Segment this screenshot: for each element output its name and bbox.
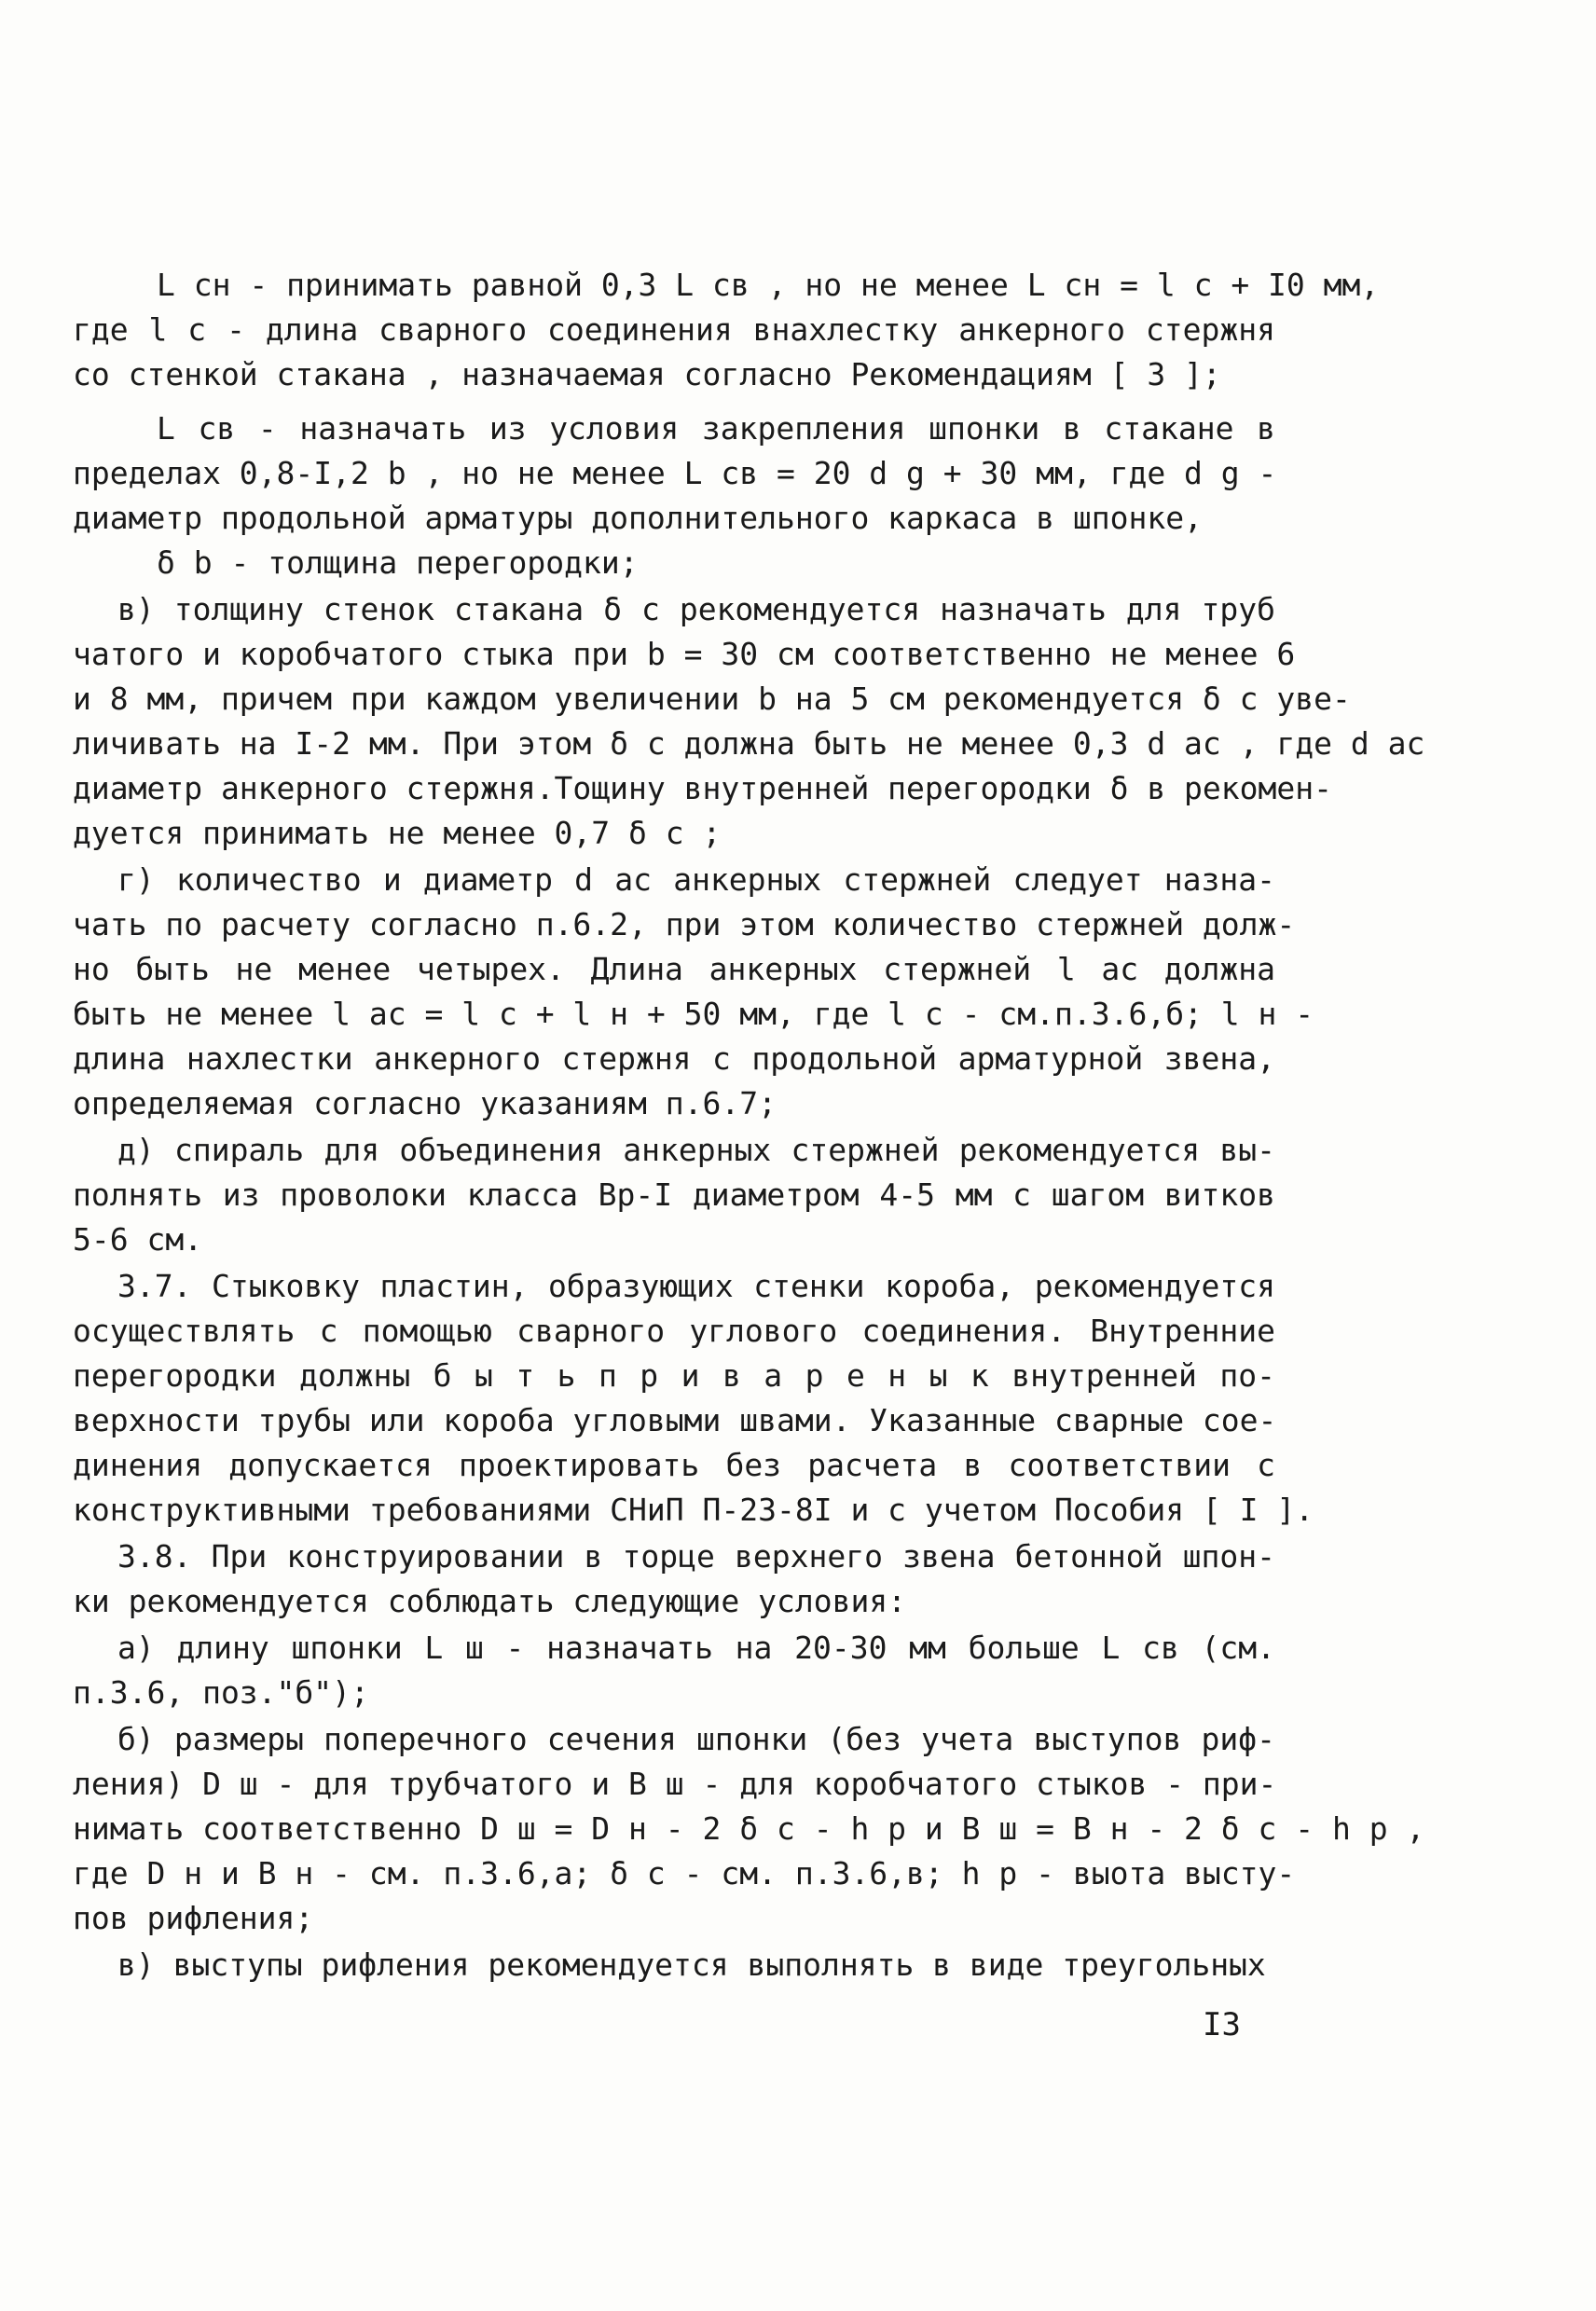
text-line: пов рифления; bbox=[73, 1900, 314, 1936]
text-line: динения допускается проектировать без расчета в соответствии с bbox=[73, 1447, 1275, 1483]
text-line: верхности трубы или короба угловыми швами. Указанные сварные сое- bbox=[73, 1402, 1277, 1438]
text-line: но быть не менее четырех. Длина анкерных стержней l ас должна bbox=[73, 951, 1275, 987]
text-line: 3.7. Стыковку пластин, образующих стенки короба, рекомендуется bbox=[117, 1268, 1275, 1304]
text-line: в) толщину стенок стакана δ с рекомендуется назначать для труб bbox=[117, 591, 1275, 627]
text-line: 5-6 см. bbox=[73, 1221, 203, 1258]
text-line: в) выступы рифления рекомендуется выполнять в виде треугольных bbox=[117, 1946, 1266, 1983]
text-line: дуется принимать не менее 0,7 δ с ; bbox=[73, 815, 722, 851]
text-line: чать по расчету согласно п.6.2, при этом количество стержней долж- bbox=[73, 906, 1296, 942]
text-line: L св - назначать из условия закрепления шпонки в стакане в bbox=[157, 410, 1275, 447]
text-line: полнять из проволоки класса Вр-I диаметром 4-5 мм с шагом витков bbox=[73, 1176, 1275, 1213]
text-line: длина нахлестки анкерного стержня с продольной арматурной звена, bbox=[73, 1040, 1275, 1077]
text-line: где l с - длина сварного соединения внахлестку анкерного стержня bbox=[73, 311, 1275, 348]
text-line: п.3.6, поз."б"); bbox=[73, 1674, 369, 1711]
text-line: определяемая согласно указаниям п.6.7; bbox=[73, 1085, 777, 1121]
text-line: и 8 мм, причем при каждом увеличении b на 5 см рекомендуется δ с уве- bbox=[73, 681, 1351, 717]
text-line: г) количество и диаметр d ас анкерных стержней следует назна- bbox=[117, 861, 1275, 898]
text-line: где D н и В н - см. п.3.6,а; δ с - см. п.3.6,в; h р - выота высту- bbox=[73, 1855, 1296, 1891]
text-line: диаметр продольной арматуры дополнительного каркаса в шпонке, bbox=[73, 500, 1203, 536]
text-line: б) размеры поперечного сечения шпонки (без учета выступов риф- bbox=[117, 1721, 1275, 1757]
text-line: конструктивными требованиями СНиП П-23-8I и с учетом Пособия [ I ]. bbox=[73, 1492, 1314, 1528]
text-line: ки рекомендуется соблюдать следующие условия: bbox=[73, 1583, 907, 1619]
text-line: нимать соответственно D ш = D н - 2 δ с - h р и В ш = В н - 2 δ с - h р , bbox=[73, 1810, 1425, 1847]
text-line: L сн - принимать равной 0,3 L св , но не менее L сн = l с + I0 мм, bbox=[157, 267, 1380, 303]
text-line: а) длину шпонки L ш - назначать на 20-30 мм больше L св (см. bbox=[117, 1630, 1275, 1666]
text-line: д) спираль для объединения анкерных стержней рекомендуется вы- bbox=[117, 1132, 1275, 1168]
page-number: I3 bbox=[1203, 2006, 1241, 2043]
text-line: осуществлять с помощью сварного углового соединения. Внутренние bbox=[73, 1313, 1275, 1349]
text-line: ления) D ш - для трубчатого и В ш - для коробчатого стыков - при- bbox=[73, 1766, 1277, 1802]
text-line: чатого и коробчатого стыка при b = 30 см соответственно не менее 6 bbox=[73, 636, 1296, 672]
text-line: диаметр анкерного стержня.Тощину внутренней перегородки δ в рекомен- bbox=[73, 770, 1333, 806]
text-line: δ b - толщина перегородки; bbox=[157, 544, 639, 581]
text-line: 3.8. При конструировании в торце верхнего звена бетонной шпон- bbox=[117, 1538, 1275, 1575]
text-line: личивать на I-2 мм. При этом δ с должна быть не менее 0,3 d ас , где d ас bbox=[73, 725, 1425, 762]
text-line: со стенкой стакана , назначаемая согласно Рекомендациям [ 3 ]; bbox=[73, 356, 1221, 392]
text-line: быть не менее l ас = l с + l н + 50 мм, где l с - см.п.3.6,б; l н - bbox=[73, 996, 1314, 1032]
text-line: перегородки должны б ы т ь п р и в а р е н ы к внутренней по- bbox=[73, 1357, 1275, 1394]
text-line: пределах 0,8-I,2 b , но не менее L св = 20 d g + 30 мм, где d g - bbox=[73, 455, 1277, 491]
